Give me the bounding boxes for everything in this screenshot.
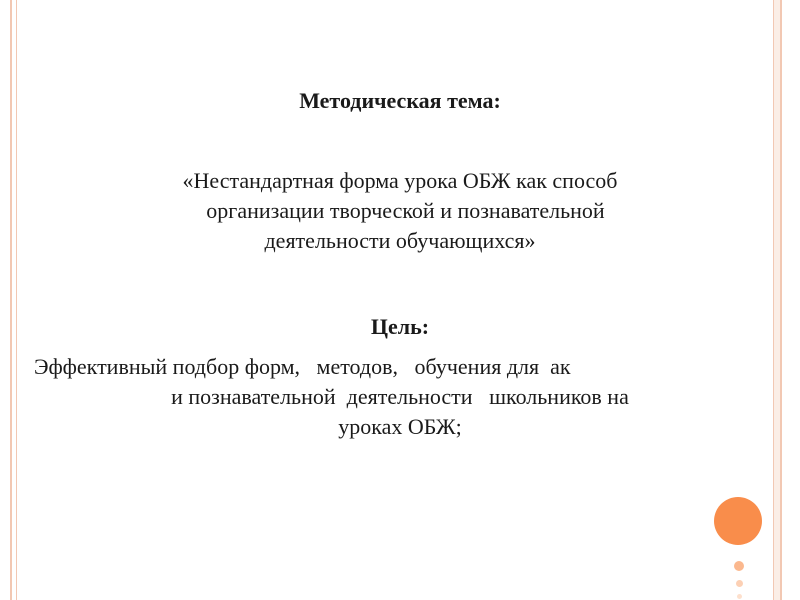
- goal-line: уроках ОБЖ;: [338, 414, 462, 439]
- topic-text: [0, 166, 800, 256]
- decorative-circle-small: [734, 561, 744, 571]
- goal-line: Эффективный подбор форм, методов, обучения для ак: [34, 354, 571, 379]
- topic-line: организации творческой и познавательной: [195, 198, 605, 223]
- decorative-circle-small: [737, 594, 742, 599]
- topic-heading: Методическая тема:: [299, 88, 501, 113]
- topic-line: «Нестандартная форма урока ОБЖ как способ: [182, 168, 618, 193]
- decorative-circle-large: [714, 497, 762, 545]
- topic-line: деятельности обучающихся»: [264, 228, 536, 253]
- goal-heading: Цель:: [370, 314, 430, 339]
- goal-text: [0, 352, 800, 442]
- decorative-circle-small: [736, 580, 743, 587]
- goal-line: и познавательной деятельности школьников на: [171, 384, 629, 409]
